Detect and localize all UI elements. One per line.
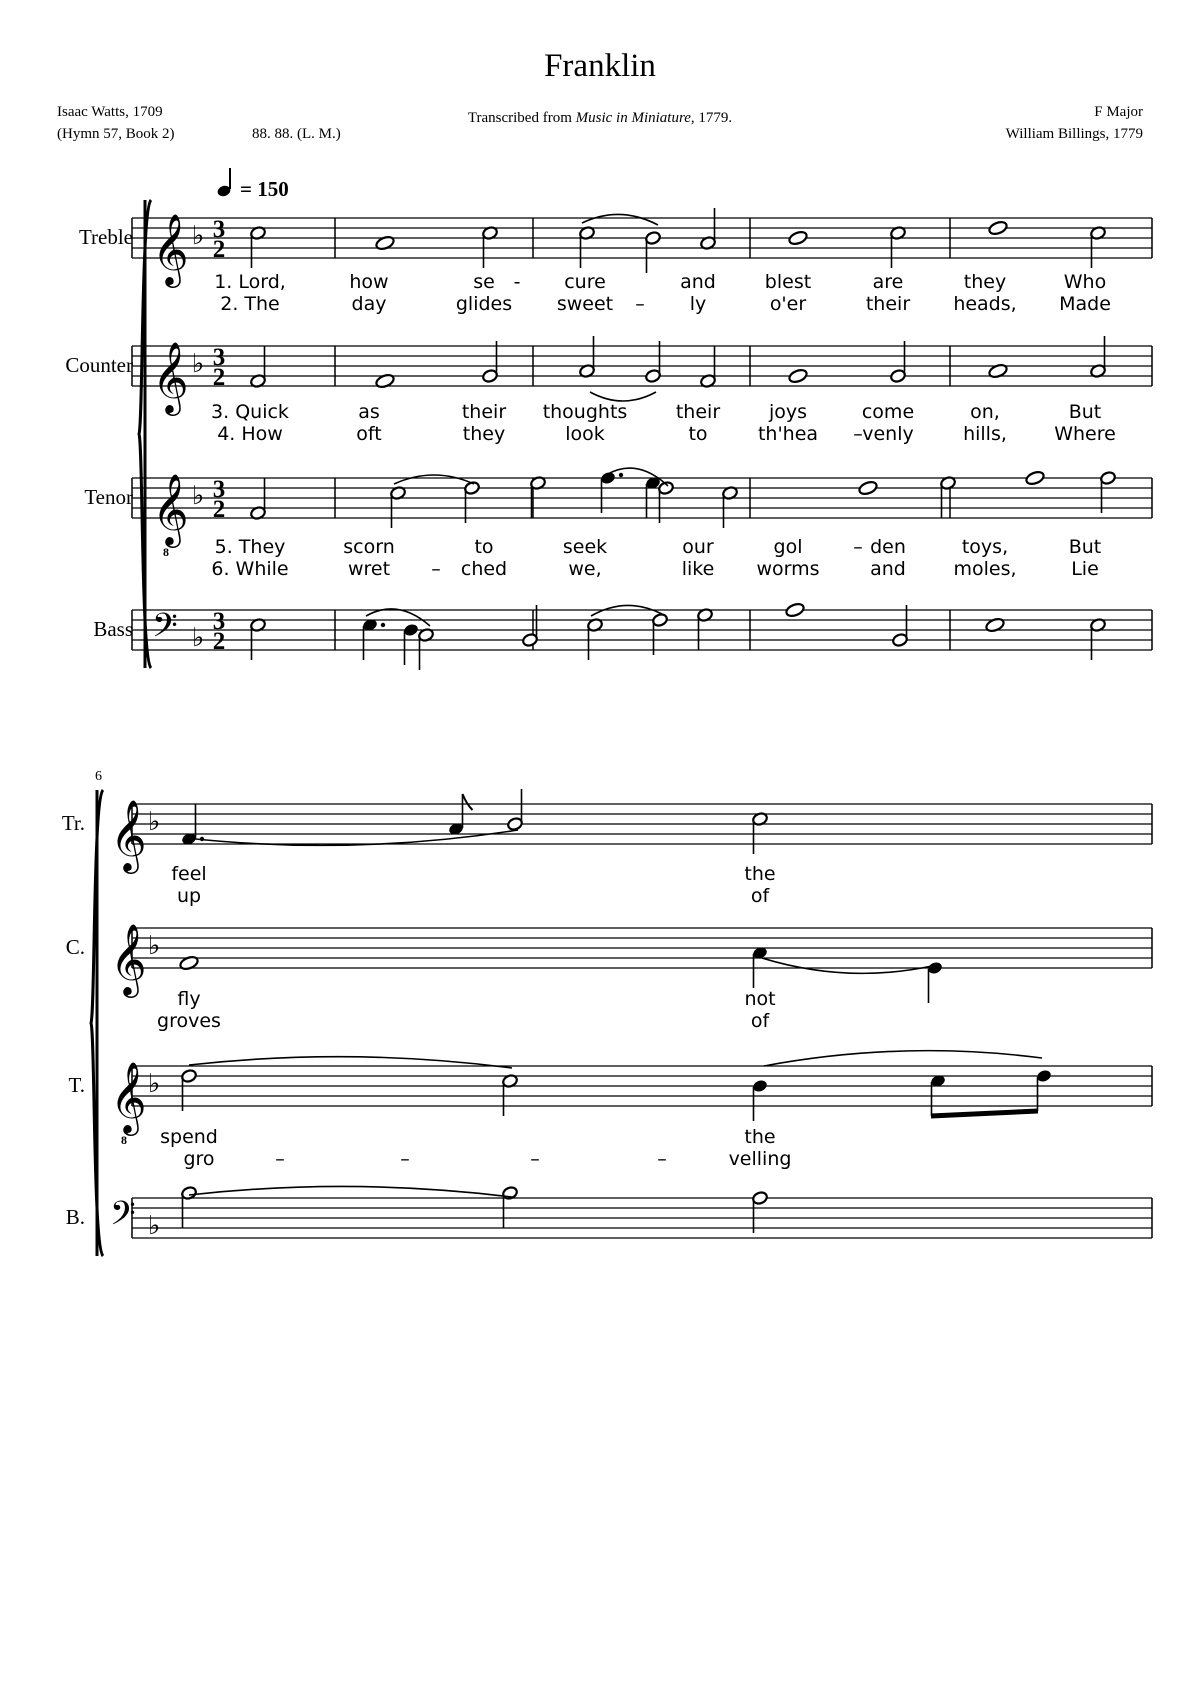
piece-title: Franklin — [544, 48, 656, 84]
time-signature-top: 3 — [212, 476, 226, 503]
lyric-syllable: ly — [689, 293, 707, 315]
slur — [762, 958, 932, 973]
lyric-syllable: glides — [455, 293, 513, 315]
lyric-syllable: gro — [183, 1148, 215, 1170]
staff-name: Counter — [65, 353, 133, 377]
source-prefix: Transcribed from — [467, 110, 576, 126]
lyric-syllable: - — [513, 271, 521, 293]
treble-clef-icon: 𝄞 — [152, 340, 189, 413]
meter-label: 88. 88. (L. M.) — [252, 126, 341, 142]
staff-name: Tr. — [61, 811, 85, 835]
lyric-syllable: sweet — [556, 293, 614, 315]
tempo-value: = 150 — [240, 177, 289, 201]
lyric-syllable: up — [176, 885, 202, 907]
treble-clef-icon: 𝄞 — [110, 922, 147, 995]
note-dot — [381, 623, 385, 627]
lyric-syllable: seek — [562, 536, 608, 558]
measure-number: 6 — [95, 769, 102, 784]
lyric-syllable: feel — [171, 863, 207, 885]
lyric-syllable: venly — [862, 423, 914, 445]
time-signature-top: 3 — [212, 344, 226, 371]
lyric-syllable: fly — [177, 988, 201, 1010]
treble-clef-icon: 𝄞 — [110, 1060, 147, 1133]
slur — [189, 1186, 512, 1197]
lyric-syllable: toys, — [961, 536, 1009, 558]
lyric-syllable: Who — [1063, 271, 1107, 293]
lyric-syllable: look — [565, 423, 605, 445]
lyric-syllable: heads, — [953, 293, 1017, 315]
lyrics-layer — [157, 271, 1116, 1170]
lyric-syllable: scorn — [343, 536, 395, 558]
lyric-syllable: 4. How — [217, 423, 283, 445]
flat-icon: ♭ — [148, 1211, 161, 1241]
slur — [394, 475, 474, 484]
flat-icon: ♭ — [148, 807, 161, 837]
lyric-syllable: But — [1068, 401, 1102, 423]
lyric-syllable: not — [744, 988, 776, 1010]
lyric-syllable: – — [853, 536, 863, 558]
flat-icon: ♭ — [148, 931, 161, 961]
lyric-syllable: But — [1068, 536, 1102, 558]
lyric-syllable: 6. While — [211, 558, 289, 580]
lyric-syllable: groves — [157, 1010, 221, 1032]
treble-clef-icon: 𝄞 — [152, 212, 189, 285]
lyric-syllable: Where — [1054, 423, 1116, 445]
bass-clef-icon: 𝄢 — [152, 607, 178, 653]
lyric-syllable: 1. Lord, — [214, 271, 286, 293]
staff-name: Treble — [78, 225, 133, 249]
note-head — [179, 955, 200, 971]
lyric-syllable: joys — [768, 401, 808, 423]
lyric-syllable: the — [744, 1126, 776, 1148]
lyric-syllable: and — [680, 271, 716, 293]
lyric-syllable: day — [351, 293, 387, 315]
note-head — [788, 368, 809, 384]
flat-icon: ♭ — [192, 481, 205, 511]
lyric-syllable: – — [635, 293, 645, 315]
slur — [591, 605, 662, 616]
slur — [764, 1051, 1042, 1066]
note-head — [988, 220, 1009, 236]
note-head — [985, 617, 1006, 633]
lyric-syllable: 5. They — [214, 536, 286, 558]
lyric-syllable: 2. The — [220, 293, 280, 315]
beam — [931, 1111, 1038, 1116]
treble-clef-icon: 𝄞 — [110, 798, 147, 871]
lyric-syllable: their — [675, 401, 721, 423]
lyric-syllable: their — [865, 293, 911, 315]
lyric-syllable: they — [462, 423, 506, 445]
composer-credit: William Billings, 1779 — [1005, 126, 1143, 142]
lyric-syllable: are — [872, 271, 904, 293]
lyric-syllable: of — [750, 885, 770, 907]
lyric-syllable: o'er — [769, 293, 807, 315]
lyric-syllable: Lie — [1071, 558, 1099, 580]
lyric-syllable: se — [473, 271, 495, 293]
flat-icon: ♭ — [192, 623, 205, 653]
lyric-syllable: the — [744, 863, 776, 885]
time-signature-top: 3 — [212, 216, 226, 243]
note-head — [1025, 470, 1046, 486]
lyric-syllable: to — [474, 536, 494, 558]
note-head — [788, 230, 809, 246]
flat-icon: ♭ — [192, 349, 205, 379]
staff-name: T. — [68, 1073, 85, 1097]
lyric-syllable: oft — [356, 423, 382, 445]
flat-icon: ♭ — [148, 1069, 161, 1099]
lyric-syllable: den — [870, 536, 906, 558]
lyric-syllable: – — [853, 423, 863, 445]
lyric-syllable: like — [681, 558, 715, 580]
key-label: F Major — [1094, 104, 1143, 120]
lyric-syllable: spend — [160, 1126, 218, 1148]
treble-clef-icon: 𝄞 — [152, 472, 189, 545]
lyric-syllable: ched — [460, 558, 508, 580]
notes-layer — [176, 208, 1117, 1233]
note-head — [988, 363, 1009, 379]
tempo-marking — [216, 168, 289, 201]
hymn-reference: (Hymn 57, Book 2) — [57, 126, 175, 142]
lyric-syllable: blest — [764, 271, 812, 293]
bass-clef-icon: 𝄢 — [110, 1195, 136, 1241]
note-dot — [619, 473, 623, 477]
lyric-syllable: we, — [568, 558, 602, 580]
poet-credit: Isaac Watts, 1709 — [57, 104, 163, 120]
staff-name: Tenor — [84, 485, 133, 509]
note-head — [858, 480, 879, 496]
staff-name: C. — [65, 935, 85, 959]
lyric-syllable: how — [349, 271, 389, 293]
lyric-syllable: and — [870, 558, 906, 580]
lyric-syllable: – — [530, 1148, 540, 1170]
lyric-syllable: th'hea — [757, 423, 819, 445]
time-signature-bottom: 2 — [212, 236, 226, 263]
note-flag — [463, 794, 473, 810]
slur — [186, 830, 518, 845]
lyric-syllable: velling — [728, 1148, 792, 1170]
staff-name: Bass — [93, 617, 133, 641]
time-signature-bottom: 2 — [212, 364, 226, 391]
time-signature-bottom: 2 — [212, 628, 226, 655]
lyric-syllable: worms — [756, 558, 820, 580]
note-head — [785, 602, 806, 618]
lyric-syllable: of — [750, 1010, 770, 1032]
lyric-syllable: their — [461, 401, 507, 423]
lyric-syllable: moles, — [953, 558, 1017, 580]
lyric-syllable: – — [400, 1148, 410, 1170]
lyric-syllable: thoughts — [542, 401, 628, 423]
lyric-syllable: – — [275, 1148, 285, 1170]
staff-name: B. — [65, 1205, 85, 1229]
octave-marker: 8 — [121, 1133, 127, 1147]
octave-marker: 8 — [163, 545, 169, 559]
lyric-syllable: – — [431, 558, 441, 580]
lyric-syllable: wret — [347, 558, 391, 580]
lyric-syllable: come — [861, 401, 915, 423]
time-signature-bottom: 2 — [212, 496, 226, 523]
lyric-syllable: our — [682, 536, 714, 558]
slur — [582, 214, 658, 225]
time-signature-top: 3 — [212, 608, 226, 635]
lyric-syllable: – — [657, 1148, 667, 1170]
lyric-syllable: Made — [1059, 293, 1111, 315]
source-suffix: , 1779. — [690, 110, 733, 126]
lyric-syllable: they — [963, 271, 1007, 293]
lyric-syllable: 3. Quick — [211, 401, 289, 423]
lyric-syllable: cure — [564, 271, 606, 293]
lyric-syllable: on, — [970, 401, 1000, 423]
lyric-syllable: as — [358, 401, 380, 423]
lyric-syllable: hills, — [963, 423, 1007, 445]
lyric-syllable: gol — [773, 536, 803, 558]
flat-icon: ♭ — [192, 221, 205, 251]
source-title: Music in Miniature — [575, 110, 691, 126]
lyric-syllable: to — [688, 423, 708, 445]
slur — [590, 392, 656, 401]
staff-layer — [62, 200, 1152, 1256]
note-head — [375, 235, 396, 251]
note-head — [375, 373, 396, 389]
